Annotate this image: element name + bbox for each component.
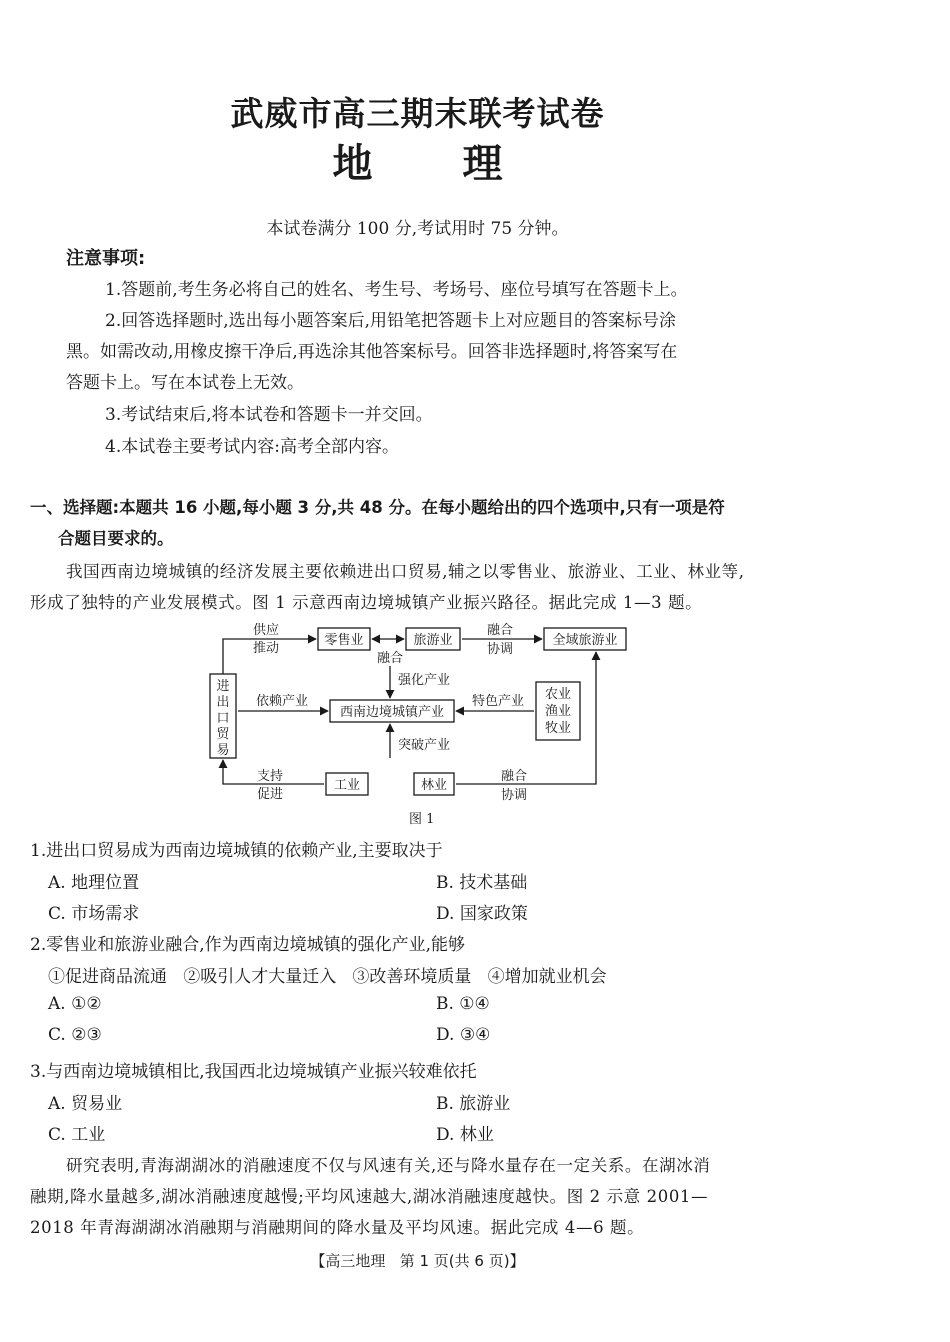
question-2-option-b: B. ①④ <box>436 994 490 1014</box>
exam-info: 本试卷满分 100 分,考试用时 75 分钟。 <box>266 219 569 239</box>
notice-item-1: 1.答题前,考生务必将自己的姓名、考生号、考场号、座位号填写在答题卡上。 <box>105 280 688 300</box>
notice-item-2-cont2: 答题卡上。写在本试卷上无效。 <box>66 373 304 393</box>
box-tourism-label: 旅游业 <box>413 633 453 648</box>
section-heading-cont: 合题目要求的。 <box>58 529 174 548</box>
question-3-option-c: C. 工业 <box>48 1125 106 1145</box>
question-3-option-b: B. 旅游业 <box>436 1094 511 1114</box>
label-special: 特色产业 <box>471 694 525 709</box>
label-depend: 依赖产业 <box>255 694 309 709</box>
question-3-option-a: A. 贸易业 <box>48 1094 123 1114</box>
label-coord-bottom: 协调 <box>500 788 528 803</box>
subject-title <box>0 132 835 189</box>
passage-1-line-2: 形成了独特的产业发展模式。图 1 示意西南边境城镇产业振兴路径。据此完成 1—3 题。 <box>30 593 703 612</box>
box-trade-char-2: 出 <box>216 695 230 710</box>
passage-1-line-1: 我国西南边境城镇的经济发展主要依赖进出口贸易,辅之以零售业、旅游业、工业、林业等, <box>66 562 745 581</box>
question-1-option-d: D. 国家政策 <box>436 904 528 924</box>
question-1-option-b: B. 技术基础 <box>436 873 528 893</box>
label-strengthen: 强化产业 <box>397 673 451 688</box>
box-agri-line-1: 农业 <box>544 687 572 702</box>
label-support: 支持 <box>256 769 284 784</box>
question-3-stem: 3.与西南边境城镇相比,我国西北边境城镇产业振兴较难依托 <box>30 1062 477 1082</box>
box-trade-char-4: 贸 <box>216 727 230 742</box>
notice-item-4: 4.本试卷主要考试内容:高考全部内容。 <box>105 437 399 457</box>
section-heading: 一、选择题:本题共 16 小题,每小题 3 分,共 48 分。在每小题给出的四个选项中,只有一项是符 <box>30 498 725 517</box>
box-trade-char-5: 易 <box>216 743 230 758</box>
notice-item-2-cont: 黑。如需改动,用橡皮擦干净后,再选涂其他答案标号。回答非选择题时,将答案写在 <box>66 342 678 362</box>
passage-2-line-1: 研究表明,青海湖湖冰的消融速度不仅与风速有关,还与降水量存在一定关系。在湖冰消 <box>66 1156 711 1175</box>
box-agri-line-3: 牧业 <box>544 721 572 736</box>
question-1-option-c: C. 市场需求 <box>48 904 140 924</box>
question-1-stem: 1.进出口贸易成为西南边境城镇的依赖产业,主要取决于 <box>30 841 443 861</box>
question-1-option-a: A. 地理位置 <box>48 873 140 893</box>
subject-char-1: 地 <box>332 141 373 187</box>
figure-caption: 图 1 <box>409 812 435 827</box>
box-forestry-label: 林业 <box>420 778 448 793</box>
question-2-statements: ①促进商品流通 ②吸引人才大量迁入 ③改善环境质量 ④增加就业机会 <box>48 967 607 987</box>
label-fusion-bottom: 融合 <box>500 769 528 784</box>
label-promote: 促进 <box>256 787 284 802</box>
question-2-stem: 2.零售业和旅游业融合,作为西南边境城镇的强化产业,能够 <box>30 935 466 955</box>
label-fusion-top: 融合 <box>486 623 514 638</box>
exam-title: 武威市高三期末联考试卷 <box>230 94 605 133</box>
question-2-option-c: C. ②③ <box>48 1025 102 1045</box>
page-footer: 【高三地理 第 1 页(共 6 页)】 <box>310 1252 525 1270</box>
question-2-option-d: D. ③④ <box>436 1025 491 1045</box>
question-2-option-a: A. ①② <box>48 994 102 1014</box>
label-push: 推动 <box>252 641 280 656</box>
box-trade-char-1: 进 <box>216 679 230 694</box>
passage-2-line-3: 2018 年青海湖湖冰消融期与消融期间的降水量及平均风速。据此完成 4—6 题。 <box>30 1218 645 1237</box>
industry-path-diagram <box>200 618 640 808</box>
question-3-option-d: D. 林业 <box>436 1125 494 1145</box>
box-global-tourism-label: 全域旅游业 <box>552 633 618 648</box>
box-retail-label: 零售业 <box>324 633 364 648</box>
notice-heading: 注意事项: <box>66 248 146 269</box>
passage-2-line-2: 融期,降水量越多,湖冰消融速度越慢;平均风速越大,湖冰消融速度越快。图 2 示意 2001— <box>30 1187 709 1206</box>
box-industry-label: 工业 <box>333 778 361 793</box>
label-supply: 供应 <box>252 623 280 638</box>
label-breakthrough: 突破产业 <box>397 738 451 753</box>
box-agri-line-2: 渔业 <box>544 704 572 719</box>
notice-item-2: 2.回答选择题时,选出每小题答案后,用铅笔把答题卡上对应题目的答案标号涂 <box>105 311 677 331</box>
label-coord-top: 协调 <box>486 642 514 657</box>
box-trade-char-3: 口 <box>216 711 230 726</box>
notice-item-3: 3.考试结束后,将本试卷和答题卡一并交回。 <box>105 405 433 425</box>
subject-char-2: 理 <box>462 141 503 187</box>
label-fusion: 融合 <box>376 651 404 666</box>
box-center-label: 西南边境城镇产业 <box>339 705 445 720</box>
